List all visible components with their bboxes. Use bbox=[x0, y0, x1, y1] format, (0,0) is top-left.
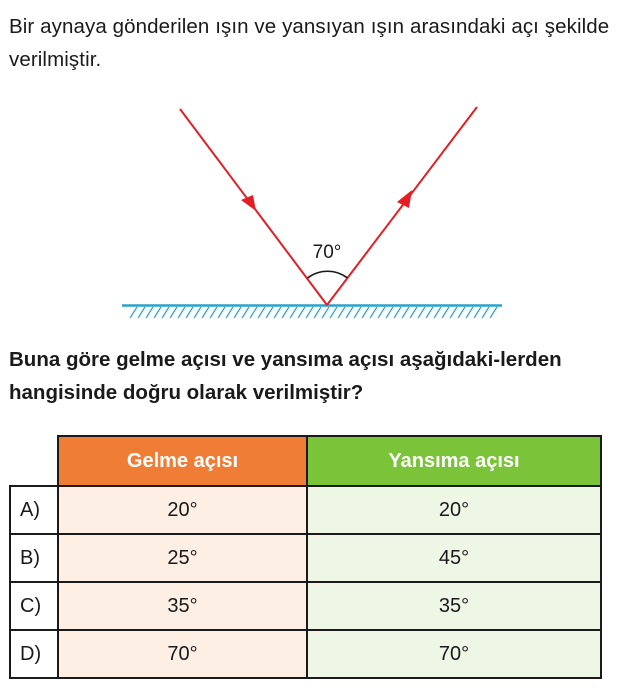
option-yansima-value: 20° bbox=[307, 486, 601, 534]
angle-label: 70° bbox=[312, 242, 342, 263]
option-gelme-value: 20° bbox=[58, 486, 307, 534]
option-gelme-value: 70° bbox=[58, 630, 307, 678]
question-intro: Bir aynaya gönderilen ışın ve yansıyan ışın arasındaki açı şekilde verilmiştir. bbox=[9, 15, 610, 71]
option-gelme-value: 35° bbox=[58, 582, 307, 630]
option-yansima-value: 45° bbox=[307, 534, 601, 582]
header-yansima-acisi: Yansıma açısı bbox=[307, 436, 601, 486]
reflection-diagram bbox=[0, 96, 620, 326]
question-text: Buna göre gelme açısı ve yansıma açısı aşağıdaki-lerden hangisinde doğru olarak verilmiştir? bbox=[9, 348, 562, 404]
option-letter[interactable]: A) bbox=[10, 486, 58, 534]
mirror-hatching bbox=[130, 307, 497, 318]
reflected-ray bbox=[327, 107, 477, 305]
option-yansima-value: 35° bbox=[307, 582, 601, 630]
option-row-c[interactable] bbox=[10, 582, 601, 630]
reflected-arrow bbox=[397, 190, 412, 208]
option-letter[interactable]: D) bbox=[10, 630, 58, 678]
option-yansima-value: 70° bbox=[307, 630, 601, 678]
angle-arc bbox=[308, 271, 348, 278]
option-gelme-value: 25° bbox=[58, 534, 307, 582]
table-corner bbox=[10, 436, 58, 486]
option-row-d[interactable] bbox=[10, 630, 601, 678]
option-row-b[interactable] bbox=[10, 534, 601, 582]
answer-table bbox=[9, 435, 602, 679]
incident-arrow bbox=[241, 195, 256, 211]
option-row-a[interactable] bbox=[10, 486, 601, 534]
option-letter[interactable]: C) bbox=[10, 582, 58, 630]
option-letter[interactable]: B) bbox=[10, 534, 58, 582]
header-gelme-acisi: Gelme açısı bbox=[58, 436, 307, 486]
